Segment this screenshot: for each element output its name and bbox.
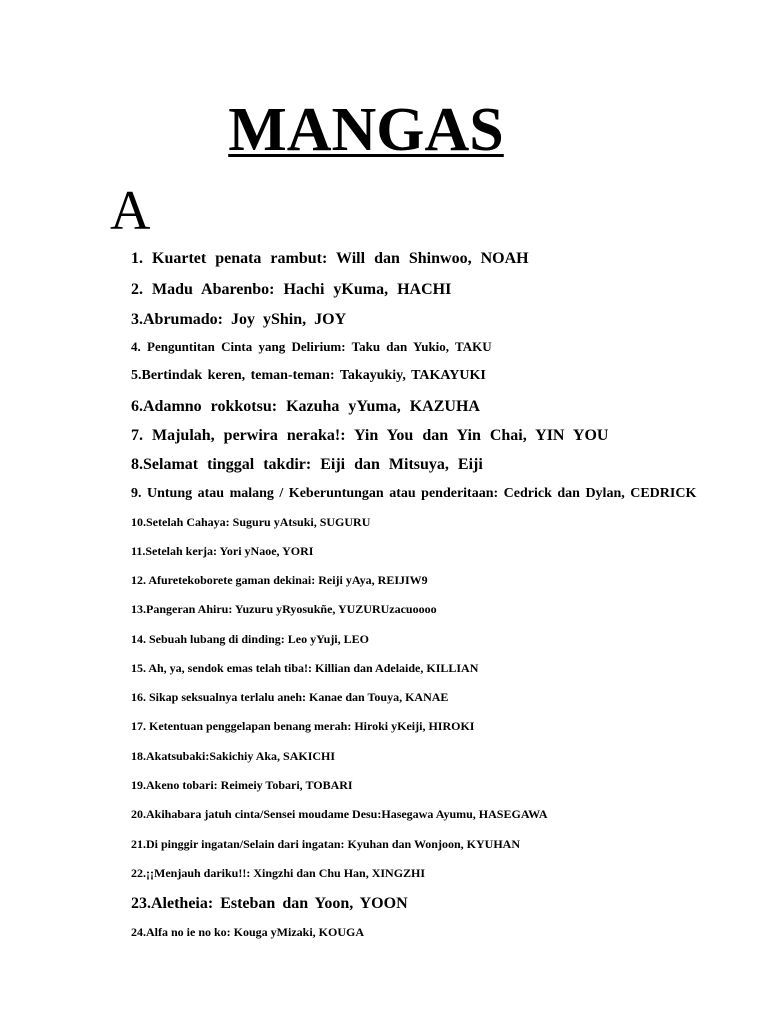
list-item: 13.Pangeran Ahiru: Yuzuru yRyosukñe, YUZURUzacuoooo [131, 602, 437, 616]
list-item: 8.Selamat tinggal takdir: Eiji dan Mitsuya, Eiji [131, 456, 483, 473]
list-item: 14. Sebuah lubang di dinding: Leo yYuji, LEO [131, 632, 369, 646]
list-item: 17. Ketentuan penggelapan benang merah: Hiroki yKeiji, HIROKI [131, 719, 475, 733]
list-item: 5.Bertindak keren, teman-teman: Takayukiy, TAKAYUKI [131, 368, 486, 383]
list-item: 23.Aletheia: Esteban dan Yoon, YOON [131, 895, 408, 912]
list-item: 9. Untung atau malang / Keberuntungan atau penderitaan: Cedrick dan Dylan, CEDRICK [131, 486, 697, 501]
list-item: 22.¡¡Menjauh dariku!!: Xingzhi dan Chu Han, XINGZHI [131, 866, 426, 880]
section-letter: A [110, 180, 151, 242]
list-item: 2. Madu Abarenbo: Hachi yKuma, HACHI [131, 281, 452, 298]
list-item: 4. Penguntitan Cinta yang Delirium: Taku dan Yukio, TAKU [131, 339, 492, 354]
list-item: 20.Akihabara jatuh cinta/Sensei moudame Desu:Hasegawa Ayumu, HASEGAWA [131, 807, 548, 821]
list-item: 19.Akeno tobari: Reimeiy Tobari, TOBARI [131, 778, 353, 792]
list-item: 15. Ah, ya, sendok emas telah tiba!: Killian dan Adelaide, KILLIAN [131, 661, 479, 675]
list-item: 12. Afuretekoborete gaman dekinai: Reiji yAya, REIJIW9 [131, 573, 428, 587]
list-item: 1. Kuartet penata rambut: Will dan Shinwoo, NOAH [131, 250, 529, 267]
list-item: 6.Adamno rokkotsu: Kazuha yYuma, KAZUHA [131, 398, 480, 415]
list-item: 7. Majulah, perwira neraka!: Yin You dan Yin Chai, YIN YOU [131, 427, 609, 444]
list-item: 18.Akatsubaki:Sakichiy Aka, SAKICHI [131, 749, 336, 763]
list-item: 16. Sikap seksualnya terlalu aneh: Kanae dan Touya, KANAE [131, 690, 449, 704]
list-item: 24.Alfa no ie no ko: Kouga yMizaki, KOUGA [131, 925, 365, 939]
page-title: MANGAS [228, 96, 504, 164]
list-item: 3.Abrumado: Joy yShin, JOY [131, 311, 347, 328]
list-item: 21.Di pinggir ingatan/Selain dari ingatan: Kyuhan dan Wonjoon, KYUHAN [131, 837, 520, 851]
list-item: 11.Setelah kerja: Yori yNaoe, YORI [131, 544, 314, 558]
list-item: 10.Setelah Cahaya: Suguru yAtsuki, SUGURU [131, 515, 371, 529]
